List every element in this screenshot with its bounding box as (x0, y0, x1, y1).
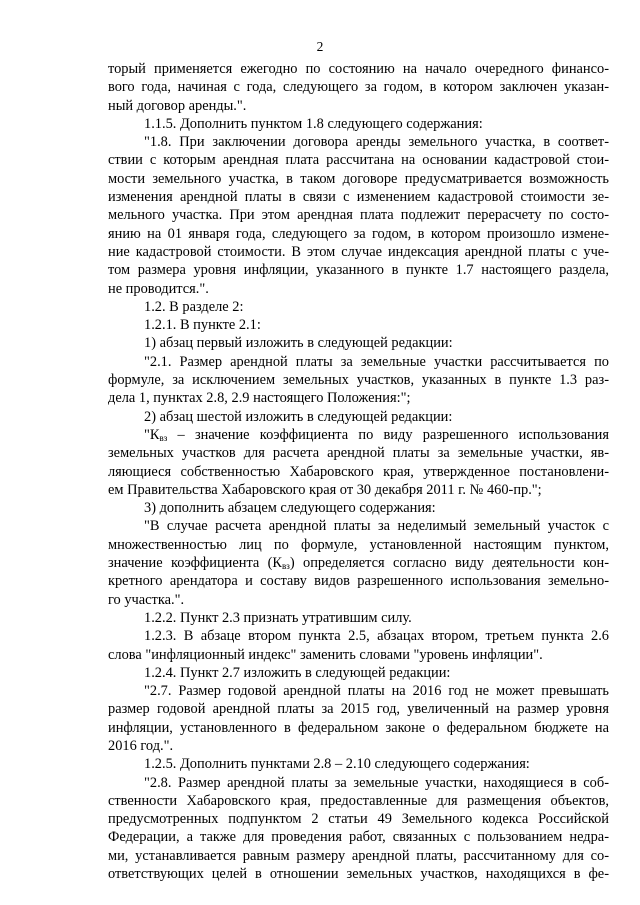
page-number: 2 (316, 39, 324, 54)
text-line: 1.2.3. В абзаце втором пункта 2.5, абзацах втором, третьем пункта 2.6 (144, 628, 609, 645)
text-line: ми, устанавливается равным размеру арендной платы, рассчитанному для со- (108, 847, 609, 864)
text-line: дела 1, пунктах 2.8, 2.9 настоящего Положения:"; (108, 390, 411, 407)
text-line: множественностью лиц по формуле, установленной настоящим пунктом, (108, 536, 609, 553)
text-line: мельного участка. При этом арендная плата подлежит перерасчету по состо- (108, 207, 609, 224)
text-segment: значение коэффициента (К (108, 555, 283, 572)
text-line: ствии с которым арендная плата рассчитана на основании кадастровой стои- (108, 152, 609, 169)
text-line: ответствующих целей в отношении земельных участков, находящихся в фе- (108, 866, 609, 883)
text-line: ем Правительства Хабаровского края от 30 декабря 2011 г. № 460-пр."; (108, 481, 542, 498)
text-line (108, 554, 609, 572)
text-line: формуле, за исключением земельных участков, указанных в пункте 1.3 раз- (108, 372, 609, 389)
text-line: инфляции, установленного в федеральном законе о федеральном бюджете на (108, 719, 609, 736)
text-line: ный договор аренды.". (108, 97, 247, 114)
text-line: кретного арендатора и составу видов разрешенного использования земельно- (108, 573, 609, 590)
text-line: 1.2.2. Пункт 2.3 признать утратившим силу. (144, 609, 412, 626)
text-line: 3) дополнить абзацем следующего содержания: (144, 500, 436, 517)
text-line: го участка.". (108, 591, 185, 608)
text-line: 1.1.5. Дополнить пунктом 1.8 следующего содержания: (144, 115, 483, 132)
text-line: ляющиеся собственностью Хабаровского края, утвержденное постановлени- (108, 463, 609, 480)
text-line: торый применяется ежегодно по состоянию на начало очередного финансо- (108, 61, 609, 77)
text-line: 1) абзац первый изложить в следующей редакции: (144, 335, 453, 352)
text-line: предусмотренных подпунктом 2 статьи 49 Земельного кодекса Российской (108, 811, 609, 828)
text-line: слова "инфляционный индекс" заменить словами "уровень инфляции". (108, 646, 543, 663)
text-line: "2.7. Размер годовой арендной платы на 2016 год не может превышать (144, 683, 609, 700)
text-line: том размера уровня инфляции, указанного в пункте 1.7 настоящего раздела, (108, 262, 609, 279)
document-body (108, 60, 609, 883)
text-line: 1.2.1. В пункте 2.1: (144, 317, 261, 334)
text-line: вого года, начиная с года, следующего за годом, в котором заключен указан- (108, 79, 609, 96)
text-line: 1.2.4. Пункт 2.7 изложить в следующей редакции: (144, 664, 451, 681)
text-line (108, 426, 609, 444)
subscript: вз (159, 432, 168, 443)
text-line: земельных участков для расчета арендной платы за земельные участки, яв- (108, 445, 609, 462)
text-line: ственности Хабаровского края, предоставленные для размещения объектов, (108, 792, 609, 809)
text-line: "2.1. Размер арендной платы за земельные участки рассчитывается по (144, 353, 609, 370)
text-segment: ) определяется согласно виду деятельности кон- (289, 555, 610, 572)
text-segment: – значение коэффициента по виду разрешенного использования (167, 426, 609, 443)
text-line: Федерации, а также для проведения работ, связанных с пользованием недра- (108, 829, 609, 846)
text-line: мости земельного участка, в таком договоре предусматривается возможность (108, 170, 609, 187)
text-line: ние кадастровой стоимости. В этом случае индексация арендной платы с уче- (108, 243, 609, 260)
text-line: "1.8. При заключении договора аренды земельного участка, в соответ- (144, 134, 609, 151)
text-line: 1.2.5. Дополнить пунктами 2.8 – 2.10 следующего содержания: (144, 756, 530, 773)
text-segment: "К (144, 426, 160, 443)
text-line: "2.8. Размер арендной платы за земельные участки, находящиеся в соб- (144, 774, 609, 791)
text-line: 2) абзац шестой изложить в следующей редакции: (144, 408, 453, 425)
text-line: 2016 год.". (108, 737, 174, 754)
text-line: не проводится.". (108, 280, 209, 297)
text-line: янию на 01 января года, следующего за годом, в котором произошло измене- (108, 225, 609, 242)
text-line: размер годовой арендной платы за 2015 год, увеличенный на размер уровня (108, 701, 609, 718)
subscript: вз (282, 561, 290, 572)
text-line: 1.2. В разделе 2: (144, 298, 244, 315)
text-line: "В случае расчета арендной платы за неделимый земельный участок с (144, 518, 609, 535)
text-line: изменения арендной платы в связи с изменением кадастровой стоимости зе- (108, 189, 609, 206)
